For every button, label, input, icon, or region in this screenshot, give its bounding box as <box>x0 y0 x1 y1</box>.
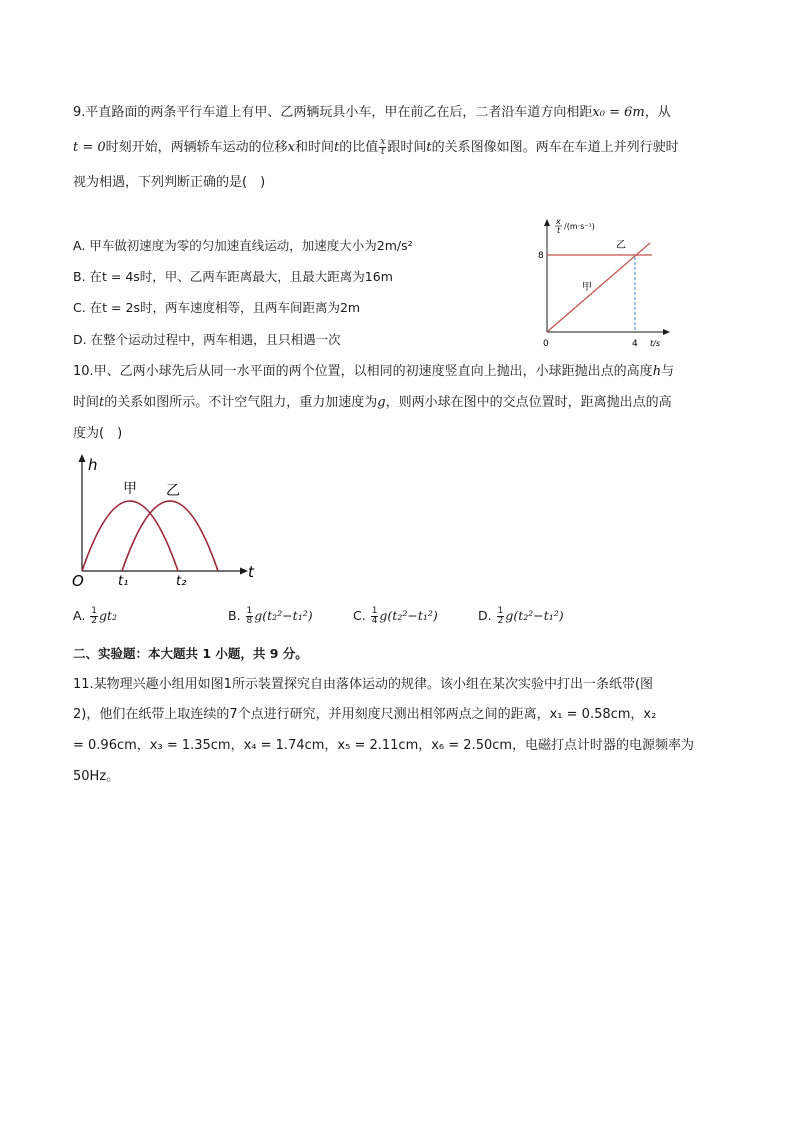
q9-option-a: A. 甲车做初速度为零的匀加速直线运动，加速度大小为2m/s² <box>73 238 413 253</box>
q9-ylabel-unit: /(m·s⁻¹) <box>564 222 595 231</box>
q10-line1: 10.甲、乙两小球先后从同一水平面的两个位置，以相同的初速度竖直向上抛出，小球距抛出点的高度h与 <box>73 364 675 379</box>
q9-y-arrow <box>544 219 550 226</box>
section-2-heading: 二、实验题：本大题共 1 小题，共 9 分。 <box>73 646 308 661</box>
q10-option-b-frac: $\frac{1}{8}$ <box>246 606 253 626</box>
q9-x0: x₀ = 6m <box>592 105 645 120</box>
q9-graph <box>530 212 680 354</box>
q9-origin: 0 <box>543 339 549 349</box>
q9-xtick-4: 4 <box>632 339 638 349</box>
q11-line1: 11.某物理兴趣小组用如图1所示装置探究自由落体运动的规律。该小组在某次实验中打出一条纸带(图 <box>73 677 654 692</box>
q10-label-t1: t₁ <box>118 574 129 589</box>
q9-xlabel: t/s <box>650 339 660 348</box>
q11-line4: 50Hz。 <box>73 769 120 784</box>
q9-option-c: C. 在t = 2s时，两车速度相等，且两车间距离为2m <box>73 300 361 315</box>
q10-option-a-frac: $\frac{1}{2}$ <box>91 606 98 626</box>
q10-label-yi: 乙 <box>166 483 180 499</box>
q9-ratio-fraction: $\frac{x}{t}$ <box>380 137 386 157</box>
q10-option-a: A. $\frac{1}{2}$ gt₂ <box>73 606 118 626</box>
q10-t-arrow <box>240 568 248 575</box>
q10-graph <box>70 450 260 595</box>
q9-line1: 9.平直路面的两条平行车道上有甲、乙两辆玩具小车，甲在前乙在后，二者沿车道方向相距x₀ = 6m，从 <box>73 105 671 120</box>
q9-ylabel-den: t <box>557 226 561 235</box>
q9-label-jia: 甲 <box>582 282 592 293</box>
q10-h-arrow <box>79 454 86 462</box>
q9-line3: 视为相遇，下列判断正确的是( ) <box>73 175 266 190</box>
q10-label-h: h <box>88 456 98 474</box>
q9-option-b: B. 在t = 4s时，甲、乙两车距离最大，且最大距离为16m <box>73 269 393 284</box>
q10-curve-jia <box>82 501 178 571</box>
q10-label-origin: O <box>72 572 84 590</box>
q9-x-arrow <box>663 329 670 335</box>
q10-option-c: C. $\frac{1}{4}$ g(t₂²−t₁²) <box>353 606 438 626</box>
q9-ytick-8: 8 <box>538 251 544 261</box>
q10-label-jia: 甲 <box>123 481 137 497</box>
q10-option-d: D. $\frac{1}{2}$ g(t₂²−t₁²) <box>478 606 564 626</box>
q10-line3: 度为( ) <box>73 426 123 441</box>
q10-option-c-frac: $\frac{1}{4}$ <box>371 606 378 626</box>
q10-option-d-frac: $\frac{1}{2}$ <box>497 606 504 626</box>
q10-option-b: B. $\frac{1}{8}$ g(t₂²−t₁²) <box>228 606 313 626</box>
q9-ylabel-num: x <box>556 217 561 226</box>
q11-line3: = 0.96cm，x₃ = 1.35cm，x₄ = 1.74cm，x₅ = 2.11cm，x₆ = 2.50cm，电磁打点计时器的电源频率为 <box>73 738 695 753</box>
q10-line2: 时间t的关系如图所示。不计空气阻力，重力加速度为g，则两小球在图中的交点位置时，距离抛出点的高 <box>73 395 672 410</box>
q9-label-yi: 乙 <box>616 240 626 251</box>
q11-line2: 2)，他们在纸带上取连续的7个点进行研究，并用刻度尺测出相邻两点之间的距离，x₁ = 0.58cm，x₂ <box>73 707 657 722</box>
q10-label-t2: t₂ <box>176 574 187 589</box>
q10-curve-yi <box>122 501 218 571</box>
q9-option-d: D. 在整个运动过程中，两车相遇，且只相遇一次 <box>73 332 341 347</box>
q9-line2: t = 0时刻开始，两辆轿车运动的位移x和时间t的比值 $\frac{x}{t}$ 跟时间t的关系图像如图。两车在车道上并列行驶时 <box>73 137 679 157</box>
q10-label-t: t <box>248 563 254 581</box>
